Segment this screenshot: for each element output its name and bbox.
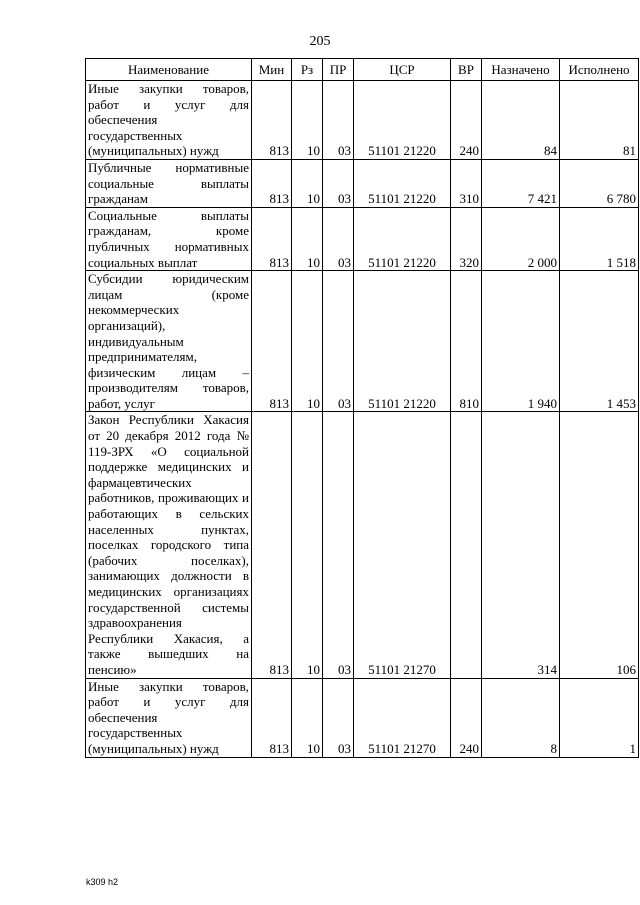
row-name: Иные закупки товаров, работ и услуг для обеспечения государственных (муниципальных) нужд xyxy=(86,678,252,757)
row-csr: 51101 21220 xyxy=(354,81,451,160)
row-csr: 51101 21220 xyxy=(354,271,451,412)
budget-table xyxy=(85,58,639,758)
row-pr: 03 xyxy=(323,81,354,160)
row-min: 813 xyxy=(252,207,292,270)
header-rz: Рз xyxy=(292,59,323,81)
row-pr: 03 xyxy=(323,412,354,678)
header-vr: ВР xyxy=(451,59,482,81)
row-executed: 1 453 xyxy=(560,271,639,412)
row-assigned: 8 xyxy=(482,678,560,757)
row-rz: 10 xyxy=(292,207,323,270)
row-assigned: 314 xyxy=(482,412,560,678)
page-number: 205 xyxy=(309,34,331,49)
row-csr: 51101 21220 xyxy=(354,207,451,270)
row-name: Иные закупки товаров, работ и услуг для обеспечения государственных (муниципальных) нужд xyxy=(86,81,252,160)
row-vr: 240 xyxy=(451,81,482,160)
row-csr: 51101 21270 xyxy=(354,678,451,757)
table-row xyxy=(86,207,639,270)
row-rz: 10 xyxy=(292,678,323,757)
row-min: 813 xyxy=(252,271,292,412)
header-name: Наименование xyxy=(86,59,252,81)
row-rz: 10 xyxy=(292,159,323,207)
row-executed: 106 xyxy=(560,412,639,678)
row-executed: 81 xyxy=(560,81,639,160)
row-min: 813 xyxy=(252,159,292,207)
row-vr: 320 xyxy=(451,207,482,270)
row-pr: 03 xyxy=(323,159,354,207)
row-assigned: 2 000 xyxy=(482,207,560,270)
table-row xyxy=(86,81,639,160)
row-pr: 03 xyxy=(323,271,354,412)
row-vr: 310 xyxy=(451,159,482,207)
row-vr xyxy=(451,412,482,678)
table-header-row xyxy=(86,59,639,81)
row-min: 813 xyxy=(252,412,292,678)
table-row xyxy=(86,271,639,412)
row-min: 813 xyxy=(252,81,292,160)
row-csr: 51101 21220 xyxy=(354,159,451,207)
row-pr: 03 xyxy=(323,678,354,757)
row-csr: 51101 21270 xyxy=(354,412,451,678)
table-row xyxy=(86,412,639,678)
row-assigned: 1 940 xyxy=(482,271,560,412)
header-csr: ЦСР xyxy=(354,59,451,81)
header-pr: ПР xyxy=(323,59,354,81)
row-min: 813 xyxy=(252,678,292,757)
row-rz: 10 xyxy=(292,412,323,678)
row-executed: 6 780 xyxy=(560,159,639,207)
header-min: Мин xyxy=(252,59,292,81)
row-rz: 10 xyxy=(292,271,323,412)
row-vr: 810 xyxy=(451,271,482,412)
footer-code: k309 h2 xyxy=(86,877,119,887)
row-vr: 240 xyxy=(451,678,482,757)
header-assigned: Назначено xyxy=(482,59,560,81)
header-executed: Исполнено xyxy=(560,59,639,81)
row-rz: 10 xyxy=(292,81,323,160)
table-row xyxy=(86,678,639,757)
row-name: Субсидии юридическим лицам (кроме некоммерческих организаций), индивидуальным предпринимателям, физическим лицам – производителям товаров, работ, услуг xyxy=(86,271,252,412)
row-assigned: 84 xyxy=(482,81,560,160)
row-pr: 03 xyxy=(323,207,354,270)
row-executed: 1 518 xyxy=(560,207,639,270)
row-name: Публичные нормативные социальные выплаты гражданам xyxy=(86,159,252,207)
table-row xyxy=(86,159,639,207)
row-name: Социальные выплаты гражданам, кроме публичных нормативных социальных выплат xyxy=(86,207,252,270)
row-name: Закон Республики Хакасия от 20 декабря 2012 года № 119-ЗРХ «О социальной поддержке медицинских и фармацевтических работников, проживающих и работающих в сельских населенных пунктах, поселках городского типа (рабочих поселках), занимающих должности в медицинских организациях государственной системы здравоохранения Республики Хакасия, а также вышедших на пенсию» xyxy=(86,412,252,678)
row-assigned: 7 421 xyxy=(482,159,560,207)
row-executed: 1 xyxy=(560,678,639,757)
